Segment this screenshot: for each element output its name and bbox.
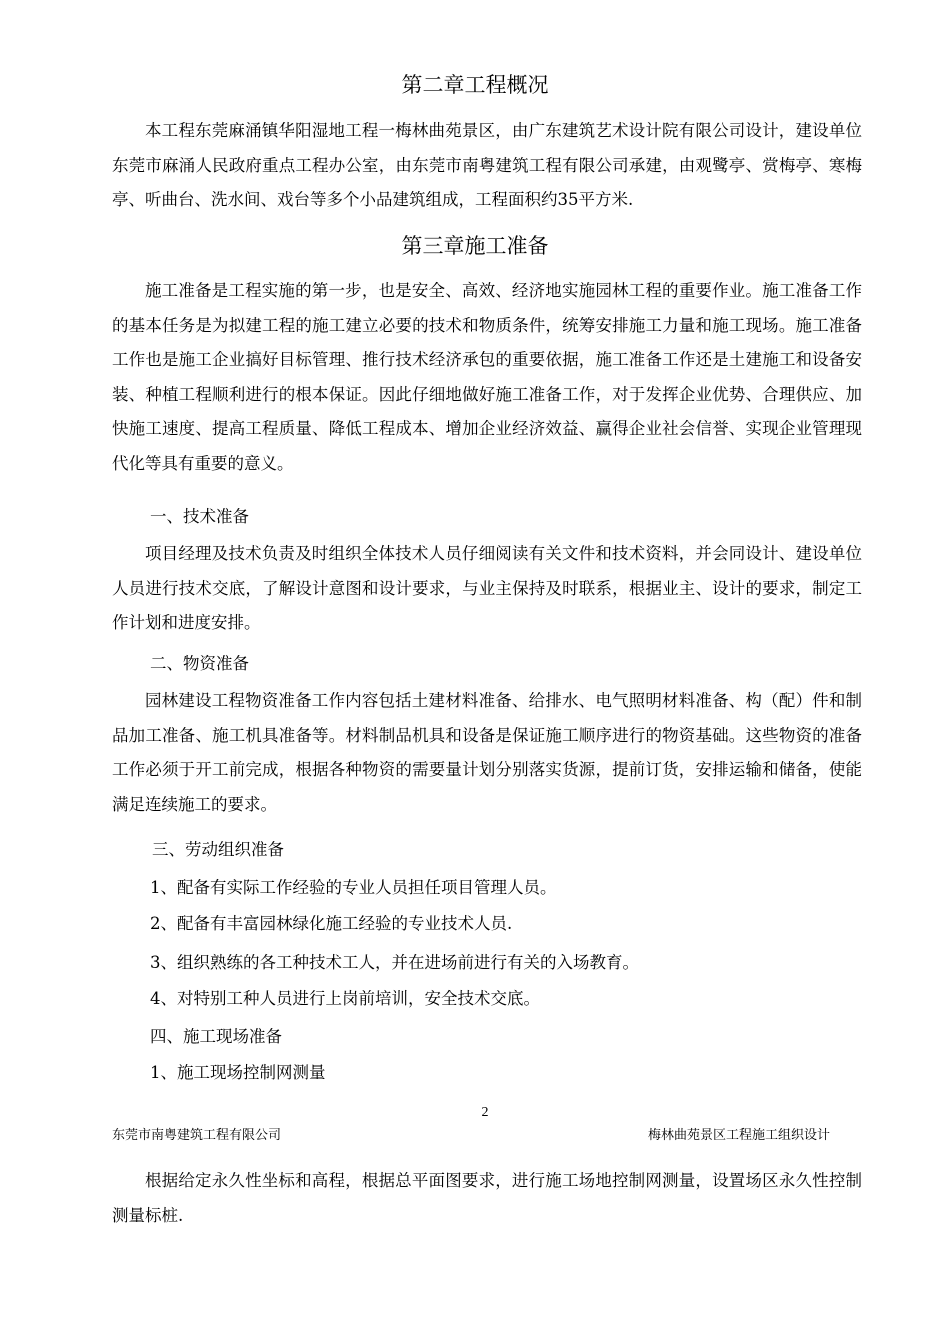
section-2-paragraph: 园林建设工程物资准备工作内容包括土建材料准备、给排水、电气照明材料准备、构（配）件和制品加工准备、施工机具准备等。材料制品机具和设备是保证施工顺序进行的物资基础。这些物资的准备工作必须于开工前完成，根据各种物资的需要量计划分别落实货源，提前订货，安排运输和储备，使能满足连续施工的要求。: [112, 691, 862, 814]
section-1-heading: 一、技术准备: [150, 507, 249, 526]
section-3-item-4: 4、对特别工种人员进行上岗前培训，安全技术交底。: [150, 989, 540, 1008]
section-2-heading: 二、物资准备: [150, 654, 249, 673]
section-4-heading: 四、施工现场准备: [150, 1027, 282, 1046]
section-1-paragraph: 项目经理及技术负责及时组织全体技术人员仔细阅读有关文件和技术资料，并会同设计、建设单位人员进行技术交底，了解设计意图和设计要求，与业主保持及时联系，根据业主、设计的要求，制定工作计划和进度安排。: [112, 544, 862, 632]
page-number: 2: [481, 1105, 489, 1120]
chapter-2-paragraph: 本工程东莞麻涌镇华阳湿地工程一梅林曲苑景区，由广东建筑艺术设计院有限公司设计，建设单位东莞市麻涌人民政府重点工程办公室，由东莞市南粤建筑工程有限公司承建，由观鹭亭、赏梅亭、寒梅亭、听曲台、洗水间、戏台等多个小品建筑组成，工程面积约35平方米.: [112, 121, 862, 209]
section-3-heading: 三、劳动组织准备: [152, 840, 284, 859]
footer-company: 东莞市南粤建筑工程有限公司: [112, 1128, 282, 1143]
section-3-item-2: 2、配备有丰富园林绿化施工经验的专业技术人员.: [150, 914, 513, 933]
chapter-3-title: 第三章施工准备: [401, 234, 549, 258]
section-4-subheading: 1、施工现场控制网测量: [150, 1063, 326, 1082]
section-3-item-3: 3、组织熟练的各工种技术工人，并在进场前进行有关的入场教育。: [150, 953, 639, 972]
section-4-paragraph: 根据给定永久性坐标和高程，根据总平面图要求，进行施工场地控制网测量，设置场区永久性控制测量标桩.: [112, 1171, 862, 1225]
footer-document-title: 梅林曲苑景区工程施工组织设计: [648, 1128, 831, 1143]
chapter-3-intro-paragraph: 施工准备是工程实施的第一步，也是安全、高效、经济地实施园林工程的重要作业。施工准备工作的基本任务是为拟建工程的施工建立必要的技术和物质条件，统筹安排施工力量和施工现场。施工准备工作也是施工企业搞好目标管理、推行技术经济承包的重要依据，施工准备工作还是土建施工和设备安装、种植工程顺利进行的根本保证。因此仔细地做好施工准备工作，对于发挥企业优势、合理供应、加快施工速度、提高工程质量、降低工程成本、增加企业经济效益、赢得企业社会信誉、实现企业管理现代化等具有重要的意义。: [112, 281, 862, 473]
chapter-2-title: 第二章工程概况: [401, 73, 549, 97]
section-3-item-1: 1、配备有实际工作经验的专业人员担任项目管理人员。: [150, 878, 557, 897]
